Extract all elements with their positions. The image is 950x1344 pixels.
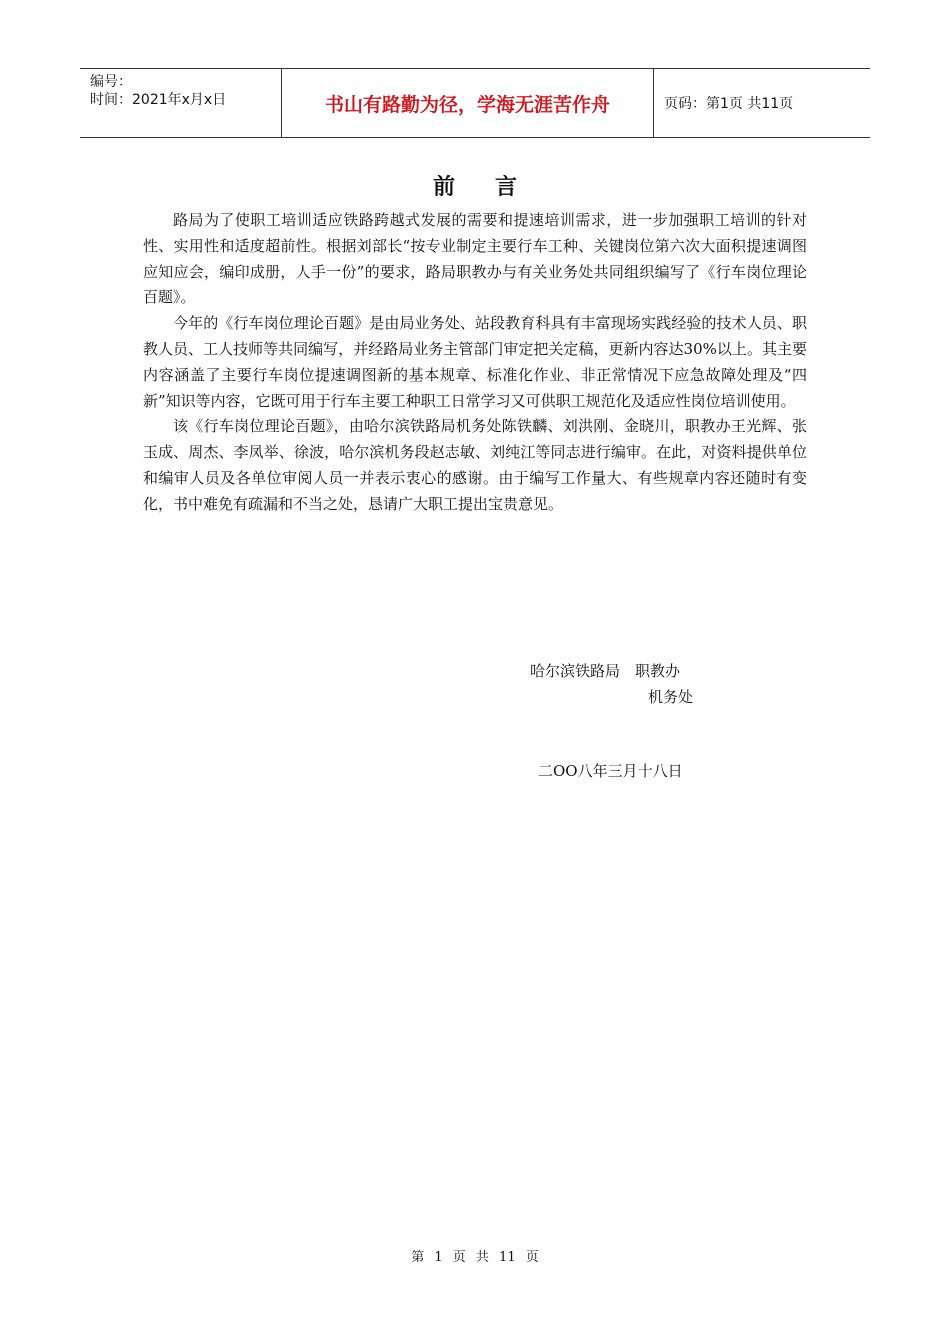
number-label: 编号： (90, 74, 132, 90)
time-label: 时间：2021年x月x日 (90, 92, 227, 108)
header-meta (80, 69, 281, 137)
signature-date: 二OO八年三月十八日 (538, 762, 683, 780)
paragraph: 该《行车岗位理论百题》，由哈尔滨铁路局机务处陈铁麟、刘洪刚、金晓川，职教办王光辉、张玉成、周杰、李凤举、徐波，哈尔滨机务段赵志敏、刘纯江等同志进行编审。在此，对资料提供单位和编审人员及各单位审阅人员一并表示衷心的感谢。由于编写工作量大、有些规章内容还随时有变化，书中难免有疏漏和不当之处，恳请广大职工提出宝贵意见。 (143, 417, 807, 513)
paragraph: 路局为了使职工培训适应铁路跨越式发展的需要和提速培训需求，进一步加强职工培训的针对性、实用性和适度超前性。根据刘部长“按专业制定主要行车工种、关键岗位第六次大面积提速调图应知应会，编印成册，人手一份”的要求，路局职教办与有关业务处共同组织编写了《行车岗位理论百题》。 (143, 211, 807, 307)
signature-org-line2: 机务处 (648, 688, 694, 706)
page-footer: 第 1 页 共 11 页 (411, 1250, 539, 1265)
paragraph: 今年的《行车岗位理论百题》是由局业务处、站段教育科具有丰富现场实践经验的技术人员、职教人员、工人技师等共同编写，并经路局业务主管部门审定把关定稿，更新内容达30%以上。其主要内容涵盖了主要行车岗位提速调图新的基本规章、标准化作业、非正常情况下应急故障处理及“四新”知识等内容，它既可用于行车主要工种职工日常学习又可供职工规范化及适应性岗位培训使用。 (143, 314, 807, 410)
header-page-info: 页码：第1页 共11页 (664, 96, 794, 112)
preface-body (143, 208, 807, 518)
header-motto: 书山有路勤为径，学海无涯苦作舟 (281, 69, 654, 137)
document-header (80, 68, 870, 138)
signature-org-line1: 哈尔滨铁路局 职教办 (530, 662, 681, 680)
page-title: 前言 (432, 175, 557, 200)
